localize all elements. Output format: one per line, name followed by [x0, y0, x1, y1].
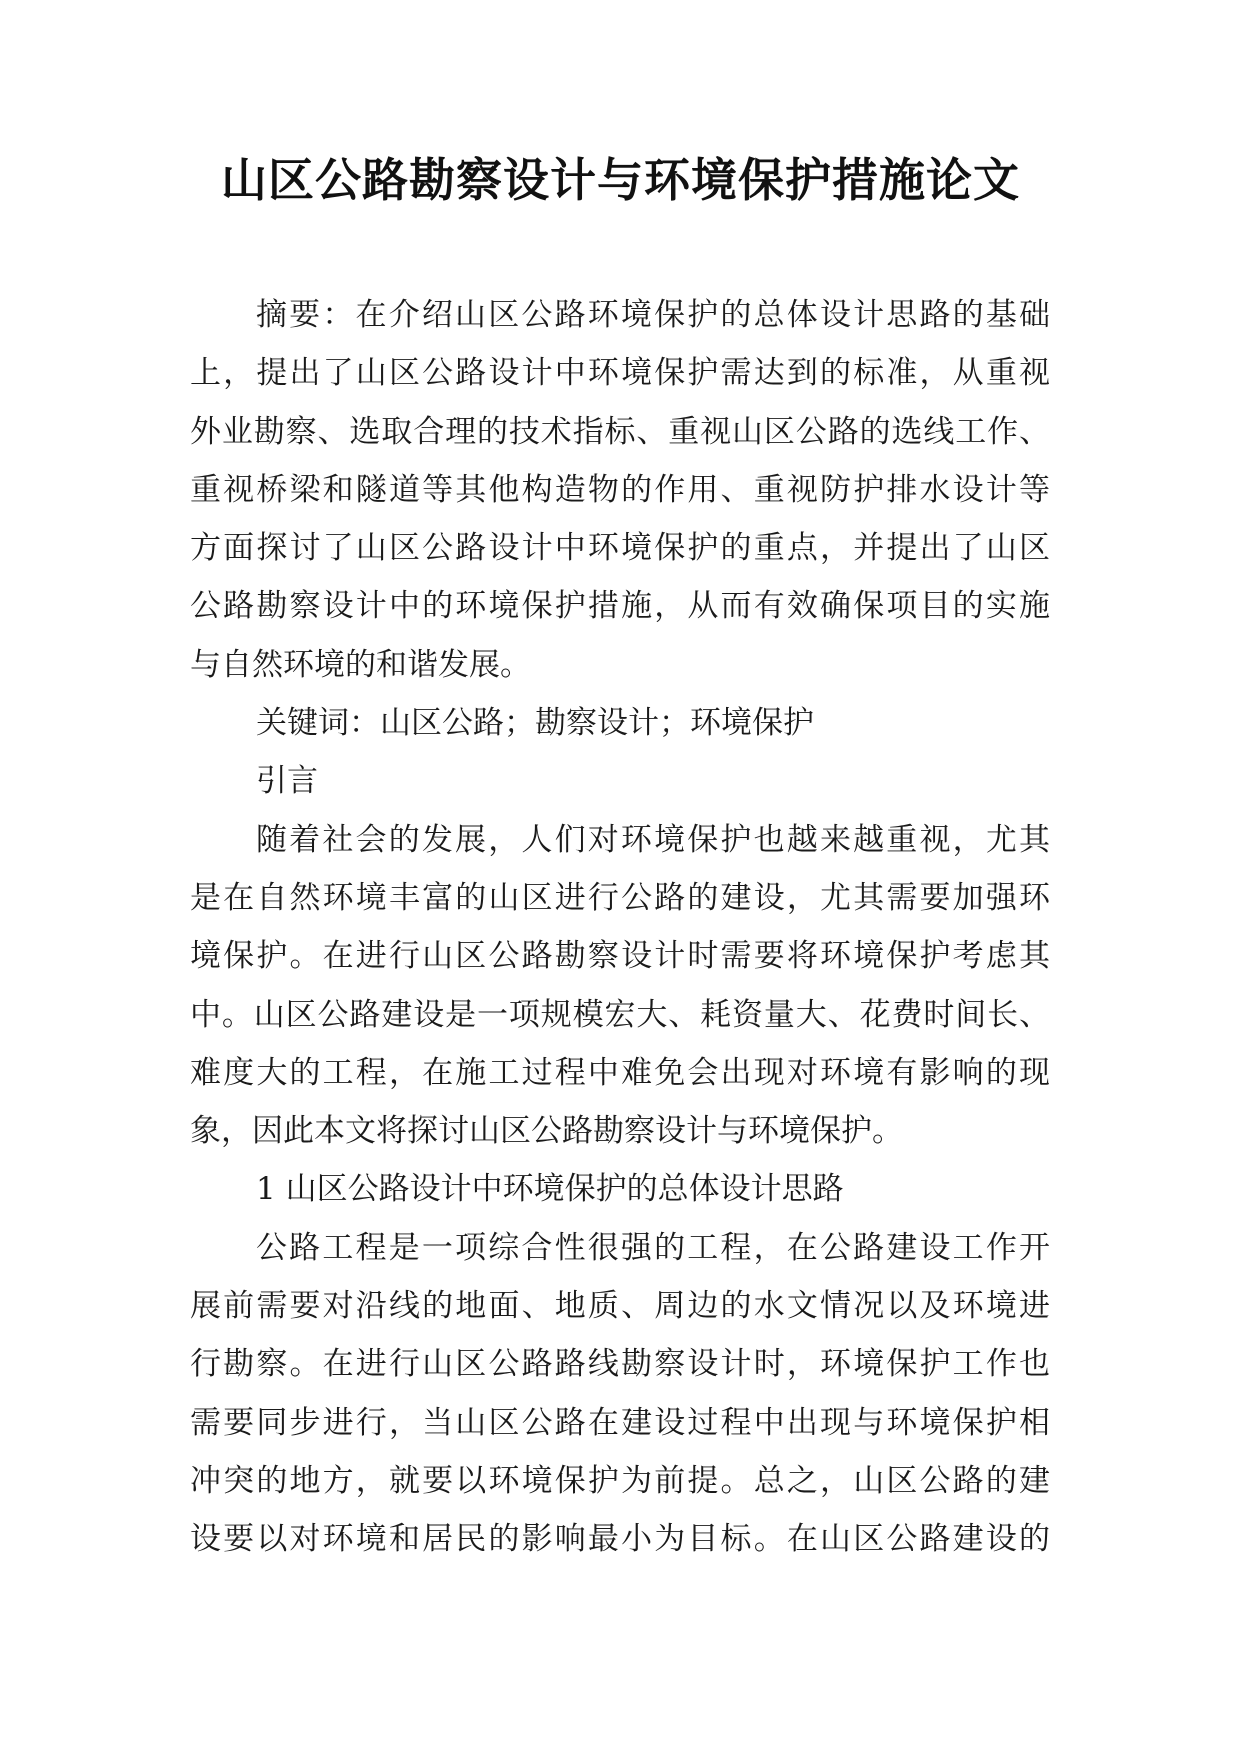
text-line: 关键词：山区公路；勘察设计；环境保护 [256, 705, 814, 742]
text-line: 上，提出了山区公路设计中环境保护需达到的标准，从重视 [190, 355, 1050, 392]
text-line: 展前需要对沿线的地面、地质、周边的水文情况以及环境进 [190, 1288, 1050, 1325]
text-line: 象，因此本文将探讨山区公路勘察设计与环境保护。 [190, 1113, 903, 1150]
text-line: 方面探讨了山区公路设计中环境保护的重点，并提出了山区 [190, 530, 1050, 567]
text-line: 难度大的工程，在施工过程中难免会出现对环境有影响的现 [190, 1054, 1050, 1091]
text-line: 需要同步进行，当山区公路在建设过程中出现与环境保护相 [190, 1404, 1050, 1441]
text-line: 外业勘察、选取合理的技术指标、重视山区公路的选线工作、 [190, 413, 1050, 450]
text-line: 行勘察。在进行山区公路路线勘察设计时，环境保护工作也 [190, 1346, 1050, 1383]
text-line: 重视桥梁和隧道等其他构造物的作用、重视防护排水设计等 [190, 471, 1050, 508]
text-line: 摘要：在介绍山区公路环境保护的总体设计思路的基础 [256, 297, 1050, 333]
text-line: 引言 [256, 763, 318, 800]
text-line: 设要以对环境和居民的影响最小为目标。在山区公路建设的 [190, 1521, 1050, 1558]
text-line: 随着社会的发展，人们对环境保护也越来越重视，尤其 [256, 821, 1050, 858]
text-line: 是在自然环境丰富的山区进行公路的建设，尤其需要加强环 [190, 879, 1050, 916]
text-line: 与自然环境的和谐发展。 [190, 646, 531, 683]
text-line: 1 山区公路设计中环境保护的总体设计思路 [256, 1171, 844, 1208]
text-line: 公路勘察设计中的环境保护措施，从而有效确保项目的实施 [190, 588, 1050, 625]
document-title: 山区公路勘察设计与环境保护措施论文 [221, 153, 1020, 207]
text-line: 境保护。在进行山区公路勘察设计时需要将环境保护考虑其 [190, 938, 1050, 975]
text-line: 中。山区公路建设是一项规模宏大、耗资量大、花费时间长、 [190, 996, 1050, 1033]
document-body [190, 286, 1050, 1569]
text-line: 冲突的地方，就要以环境保护为前提。总之，山区公路的建 [190, 1462, 1050, 1499]
text-line: 公路工程是一项综合性很强的工程，在公路建设工作开 [256, 1229, 1050, 1266]
